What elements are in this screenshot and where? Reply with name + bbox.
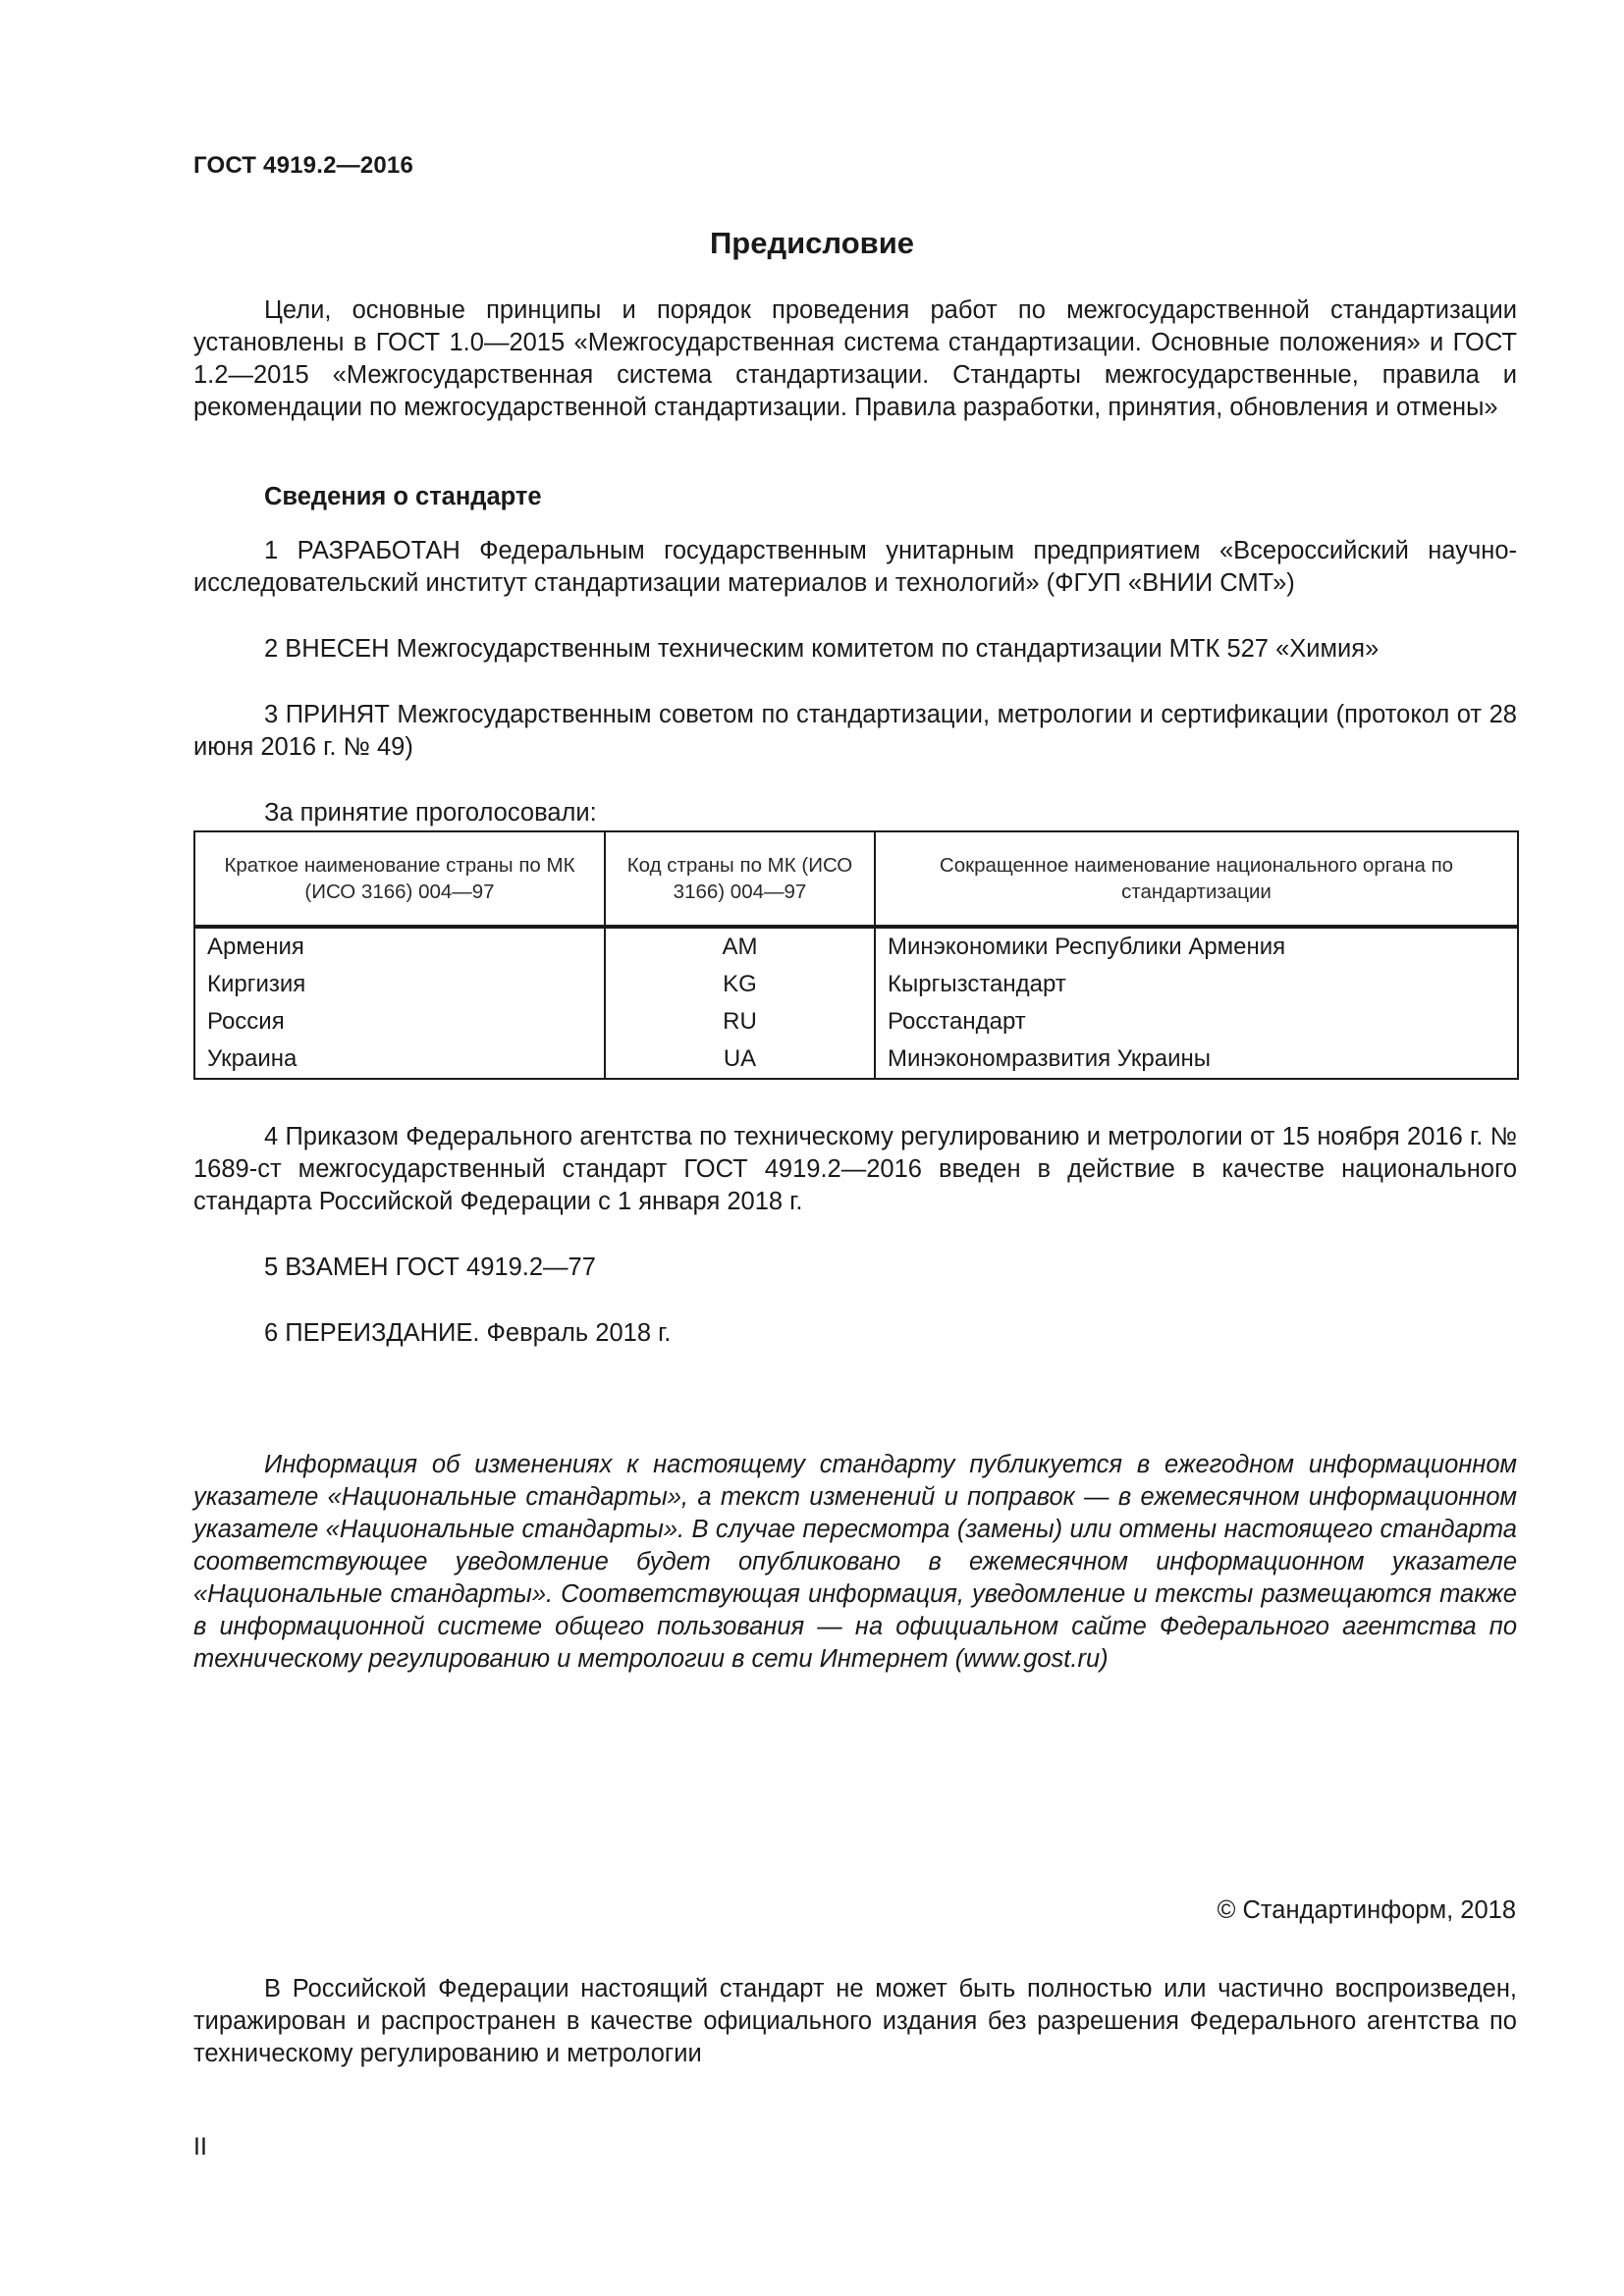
info-heading: Сведения о стандарте <box>264 483 542 510</box>
col-header-country: Краткое наименование страны по МК (ИСО 3166) 004—97 <box>194 831 605 927</box>
country-cell: Армения <box>194 927 605 966</box>
col-header-authority: Сокращенное наименование национального органа по стандартизации <box>875 831 1518 927</box>
page-number: II <box>193 2133 207 2161</box>
authority-cell: Кыргызстандарт <box>875 966 1518 1003</box>
authority-cell: Росстандарт <box>875 1003 1518 1041</box>
intro-paragraph: Цели, основные принципы и порядок проведения работ по межгосударственной стандартизации установлены в ГОСТ 1.0—2015 «Межгосударственная система стандартизации. Основные положения» и ГОСТ 1.2—2015 «Межгосударственная система стандартизации. Стандарты межгосударственные, правила и рекомендации по межгосударственной стандартизации. Правила разработки, принятия, обновления и отмены» <box>193 296 1517 421</box>
item-3-adopted: 3 ПРИНЯТ Межгосударственным советом по стандартизации, метрологии и сертификации (протокол от 28 июня 2016 г. № 49) <box>193 701 1517 761</box>
table-row <box>194 1003 1518 1041</box>
rights-paragraph: В Российской Федерации настоящий стандарт не может быть полностью или частично воспроизведен, тиражирован и распространен в качестве официального издания без разрешения Федерального агентства по техническому регулированию и метрологии <box>193 1975 1517 2067</box>
code-cell: RU <box>605 1003 875 1041</box>
country-cell: Украина <box>194 1041 605 1079</box>
table-row <box>194 1041 1518 1079</box>
document-header: ГОСТ 4919.2—2016 <box>193 152 414 179</box>
voting-table <box>193 830 1519 1080</box>
item-2-submitted: 2 ВНЕСЕН Межгосударственным техническим комитетом по стандартизации МТК 527 «Химия» <box>264 635 1380 663</box>
page-title: Предисловие <box>709 226 914 260</box>
vote-intro: За принятие проголосовали: <box>264 799 597 827</box>
changes-notice: Информация об изменениях к настоящему стандарту публикуется в ежегодном информационном указателе «Национальные стандарты», а текст изменений и поправок — в ежемесячном информационном указателе «Национальные стандарты». В случае пересмотра (замены) или отмены настоящего стандарта соответствующее уведомление будет опубликовано в ежемесячном информационном указателе «Национальные стандарты». Соответствующая информация, уведомление и тексты размещаются также в информационной системе общего пользования — на официальном сайте Федерального агентства по техническому регулированию и метрологии в сети Интернет (www.gost.ru) <box>193 1451 1517 1673</box>
item-5-replaces: 5 ВЗАМЕН ГОСТ 4919.2—77 <box>264 1254 596 1281</box>
country-cell: Киргизия <box>194 966 605 1003</box>
copyright-line: © Стандартинформ, 2018 <box>1217 1896 1516 1924</box>
item-6-reissue: 6 ПЕРЕИЗДАНИЕ. Февраль 2018 г. <box>264 1319 672 1347</box>
authority-cell: Минэкономразвития Украины <box>875 1041 1518 1079</box>
table-row <box>194 927 1518 966</box>
code-cell: KG <box>605 966 875 1003</box>
item-4-order: 4 Приказом Федерального агентства по техническому регулированию и метрологии от 15 ноября 2016 г. № 1689-ст межгосударственный стандарт ГОСТ 4919.2—2016 введен в действие в качестве национального стандарта Российской Федерации с 1 января 2018 г. <box>193 1123 1517 1215</box>
table-row <box>194 966 1518 1003</box>
authority-cell: Минэкономики Республики Армения <box>875 927 1518 966</box>
table-header-row <box>194 831 1518 927</box>
code-cell: AM <box>605 927 875 966</box>
country-cell: Россия <box>194 1003 605 1041</box>
item-1-developed: 1 РАЗРАБОТАН Федеральным государственным унитарным предприятием «Всероссийский научно-исследовательский институт стандартизации материалов и технологий» (ФГУП «ВНИИ СМТ») <box>193 537 1517 597</box>
col-header-code: Код страны по МК (ИСО 3166) 004—97 <box>605 831 875 927</box>
code-cell: UA <box>605 1041 875 1079</box>
